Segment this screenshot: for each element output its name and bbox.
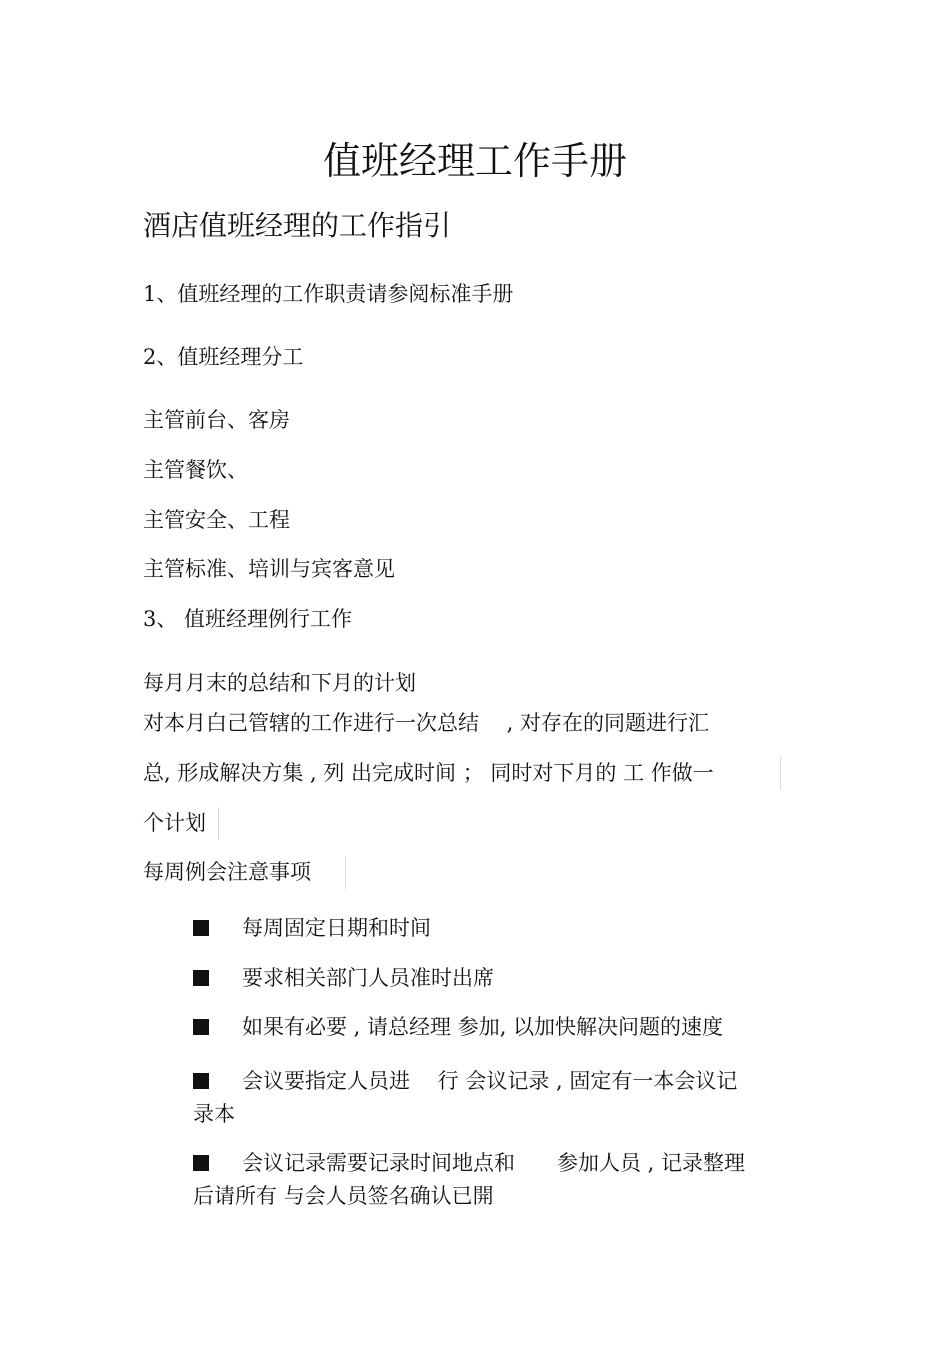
list-item-text: 如果有必要 , 请总经理 参加, 以加快解决问题的速度 xyxy=(242,1015,724,1039)
square-bullet-icon xyxy=(193,970,209,986)
list-item-text: 要求相关部门人员准时出席 xyxy=(242,966,494,990)
section-subtitle: 酒店值班经理的工作指引 xyxy=(143,209,452,242)
square-bullet-icon xyxy=(193,1073,209,1089)
monthly-line-2: 总, 形成解决方集 , 列 出完成时间 ； 同时对下月的 工 作做一 xyxy=(143,761,714,785)
document-title: 值班经理工作手册 xyxy=(322,139,627,183)
square-bullet-icon xyxy=(193,1155,209,1171)
text-box-edge xyxy=(345,856,346,889)
duty-line-1: 主管前台、客房 xyxy=(143,408,290,432)
monthly-heading: 每月月末的总结和下月的计划 xyxy=(143,671,416,695)
list-item xyxy=(193,1071,737,1092)
monthly-line-3: 个计划 xyxy=(143,811,206,835)
duty-line-4: 主管标准、培训与宾客意见 xyxy=(143,557,395,581)
item-3: 3、 值班经理例行工作 xyxy=(143,607,353,631)
weekly-heading: 每周例会注意事项 xyxy=(143,860,311,884)
square-bullet-icon xyxy=(193,1019,209,1035)
list-item-text: 每周固定日期和时间 xyxy=(242,916,431,940)
duty-line-2: 主管餐饮、 xyxy=(143,458,248,482)
list-item-text: 会议要指定人员进 行 会议记录 , 固定有一本会议记 xyxy=(242,1069,738,1093)
text-box-edge xyxy=(780,757,781,790)
list-item xyxy=(193,1153,745,1174)
text-box-edge xyxy=(218,807,219,840)
list-item xyxy=(193,968,494,989)
monthly-line-1: 对本月白己管辖的工作进行一次总结 , 对存在的同题进行汇 xyxy=(143,711,710,735)
list-item-text: 会议记录需要记录时间地点和 参加人员 , 记录整理 xyxy=(242,1151,746,1175)
duty-line-3: 主管安全、工程 xyxy=(143,508,290,532)
item-1: 1、值班经理的工作职责请参阅标准手册 xyxy=(143,282,514,306)
list-item-continuation: 后请所有 与会人员签名确认已開 xyxy=(193,1184,494,1208)
square-bullet-icon xyxy=(193,920,209,936)
list-item xyxy=(193,1017,723,1038)
list-item-continuation: 录本 xyxy=(193,1102,235,1126)
item-2: 2、值班经理分工 xyxy=(143,345,304,369)
list-item xyxy=(193,918,431,939)
